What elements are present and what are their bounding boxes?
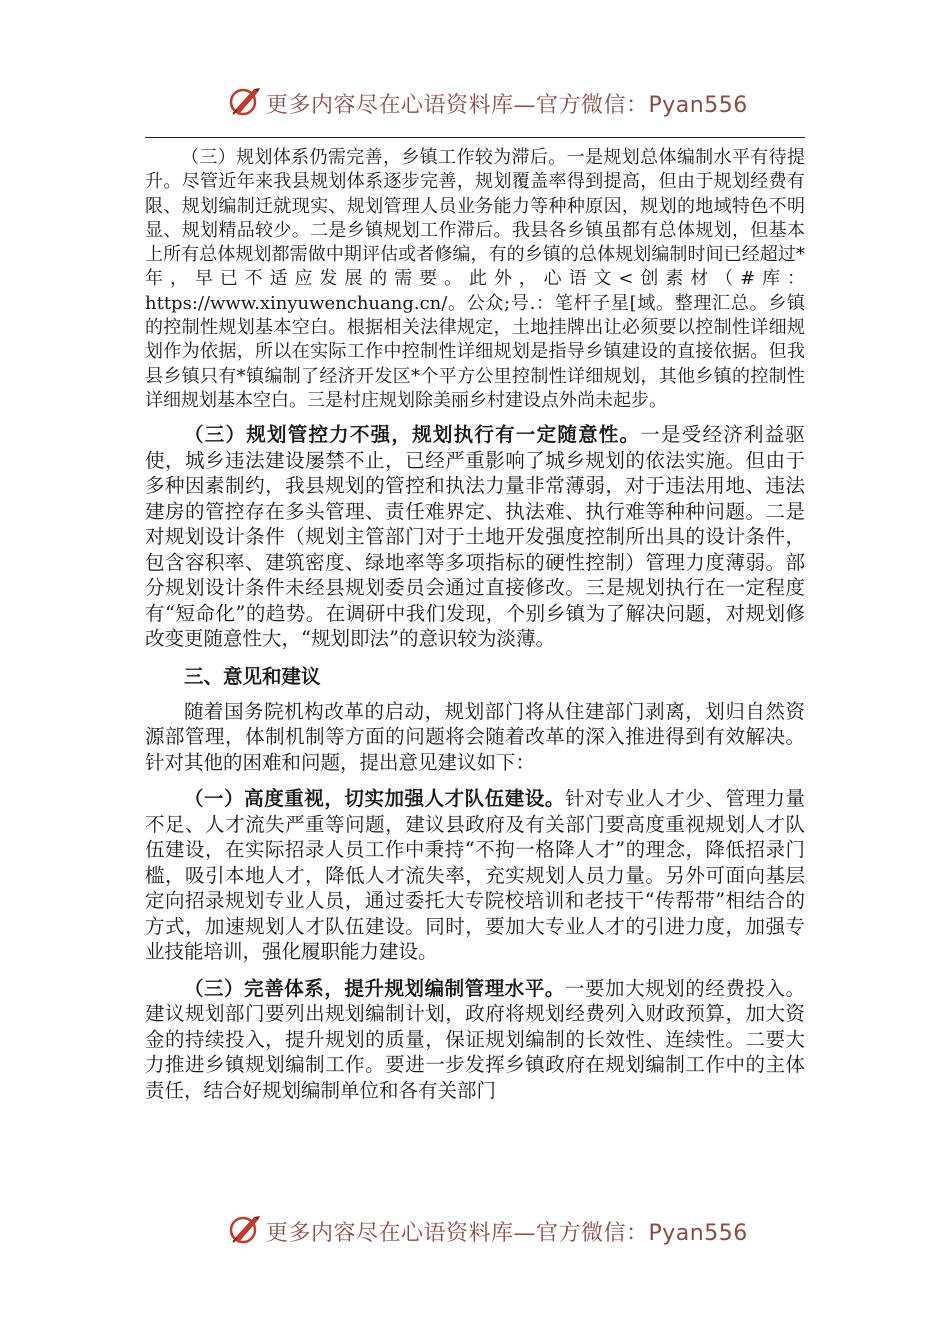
paragraph-intro: 随着国务院机构改革的启动，规划部门将从住建部门剥离，划归自然资源部管理，体制机制等方面的问题将会随着改革的深入推进得到有效解决。针对其他的困难和问题，提出意见建议如下： — [145, 699, 805, 774]
paragraph-planning-system: （三）规划体系仍需完善，乡镇工作较为滞后。一是规划总体编制水平有待提升。尽管近年来我县规划体系逐步完善，规划覆盖率得到提高，但由于规划经费有限、规划编制迁就现实、规划管理人员业务能力等种种原因，规划的地域特色不明显、规划精品较少。二是乡镇规划工作滞后。我县各乡镇虽都有总体规划，但基本上所有总体规划都需做中期评估或者修编，有的乡镇的总体规划编制时间已经超过*年，早已不适应发展的需要。此外，心语文<创素材（#库：https://www.xinyuwenchuang.cn/。公众;号.：笔杆子星[域。整理汇总。乡镇的控制性规划基本空白。根据相关法律规定，土地挂牌出让必须要以控制性详细规划作为依据，所以在实际工作中控制性详细规划是指导乡镇建设的直接依据。但我县乡镇只有*镇编制了经济开发区*个平方公里控制性详细规划，其他乡镇的控制性详细规划基本空白。三是村庄规划除美丽乡村建设点外尚未起步。 — [145, 147, 805, 411]
document-body — [145, 146, 805, 1103]
pen-logo-icon — [228, 1212, 262, 1246]
header-divider — [145, 137, 805, 138]
footer-banner — [0, 1210, 950, 1250]
paragraph-lead: （一）高度重视，切实加强人才队伍建设。 — [184, 787, 565, 811]
header-banner — [0, 82, 950, 122]
paragraph-planning-control: （三）规划管控力不强，规划执行有一定随意性。一是受经济利益驱使，城乡违法建设屡禁不止，已经严重影响了城乡规划的依法实施。但由于多种因素制约，我县规划的管控和执法力量非常薄弱，对于违法用地、违法建房的管控存在多头管理、责任难界定、执法难、执行难等种种问题。二是对规划设计条件（规划主管部门对于土地开发强度控制所出具的设计条件，包含容积率、建筑密度、绿地率等多项指标的硬性控制）管理力度薄弱。部分规划设计条件未经县规划委员会通过直接修改。三是规划执行在一定程度有“短命化”的趋势。在调研中我们发现，个别乡镇为了解决问题，对规划修改变更随意性大，“规划即法”的意识较为淡薄。 — [145, 423, 805, 651]
pen-logo-icon — [228, 84, 262, 118]
paragraph-lead: （三）完善体系，提升规划编制管理水平。 — [184, 976, 565, 1000]
wechat-id: Pyan556 — [648, 93, 748, 118]
paragraph-talent: （一）高度重视，切实加强人才队伍建设。针对专业人才少、管理力量不足、人才流失严重等问题，建议县政府及有关部门要高度重视规划人才队伍建设，在实际招录人员工作中秉持“不拘一格降人才”的理念，降低招录门槛，吸引本地人才，降低人才流失率，充实规划人员力量。另外可面向基层定向招录规划专业人员，通过委托大专院校培训和老技干“传帮带”相结合的方式，加速规划人才队伍建设。同时，要加大专业人才的引进力度，加强专业技能培训，强化履职能力建设。 — [145, 787, 805, 964]
section-heading: 三、意见和建议 — [184, 664, 321, 688]
paragraph-system-improvement: （三）完善体系，提升规划编制管理水平。一要加大规划的经费投入。建议规划部门要列出规划编制计划，政府将规划经费列入财政预算，加大资金的持续投入，提升规划的质量，保证规划编制的长效性、连续性。二要大力推进乡镇规划编制工作。要进一步发挥乡镇政府在规划编制工作中的主体责任，结合好规划编制单位和各有关部门 — [145, 976, 805, 1102]
banner-text: 更多内容尽在心语资料库—官方微信：Pyan556 — [266, 1221, 748, 1246]
paragraph-lead: （三）规划管控力不强，规划执行有一定随意性。 — [184, 423, 641, 447]
banner-text: 更多内容尽在心语资料库—官方微信：Pyan556 — [266, 93, 748, 118]
wechat-id: Pyan556 — [648, 1221, 748, 1246]
